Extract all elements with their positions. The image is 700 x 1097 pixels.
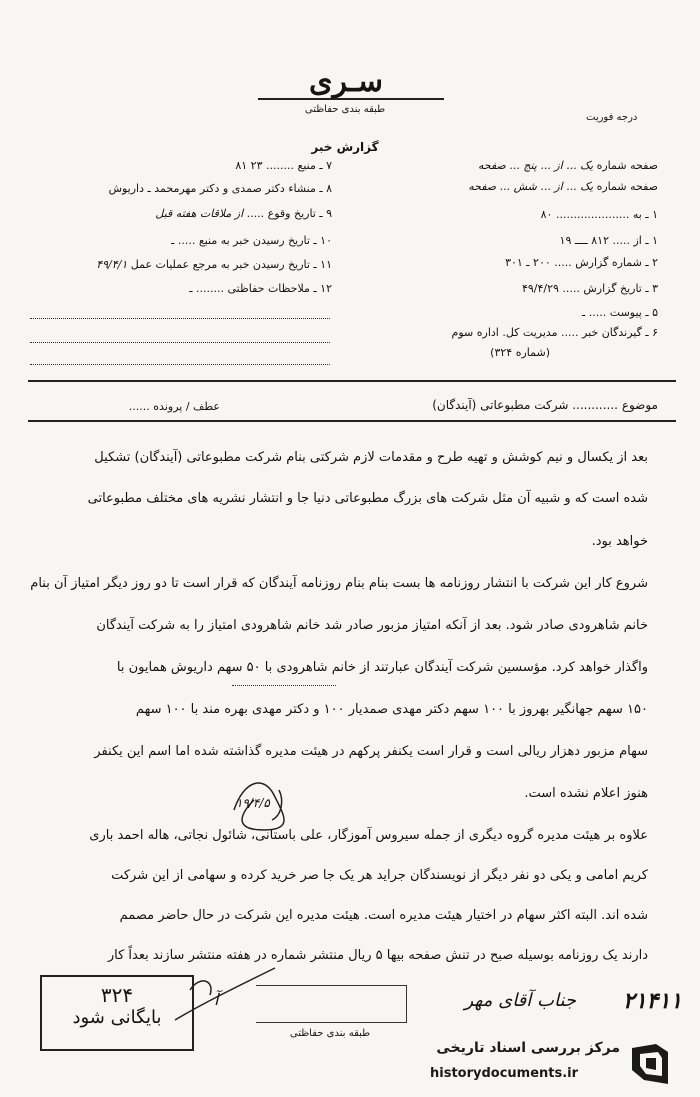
field-source: ۷ ـ منبع ........ ۲۳ ۸۱ [235, 159, 332, 172]
urgency-label: درجه فوریت [586, 112, 638, 123]
archive-stamp [40, 975, 194, 1051]
body-line: ۱۵۰ سهم جهانگیر بهروز با ۱۰۰ سهم دکتر مهدی صمدیار ۱۰۰ و دکتر مهدی بهره مند با ۱۰۰ سهم [135, 702, 648, 717]
bottom-classification-box [256, 985, 407, 1023]
reference-label: عطف / پرونده ...... [128, 400, 220, 413]
body-line: علاوه بر هیئت مدیره گروه دیگری از جمله سیروس آموزگار، علی باستانی، شائول نجاتی، هاله احمد باری [89, 828, 648, 843]
field-receipt-date-source: ۱۰ ـ تاریخ رسیدن خبر به منبع ..... ـ [171, 234, 332, 247]
subject-divider [28, 420, 676, 422]
underline-mark [232, 685, 336, 686]
body-line: شروع کار این شرکت با انتشار روزنامه ها بست بنام بنام روزنامه آیندگان که قرار است تا دو روز دیگر امتیاز آن بنام [30, 576, 648, 591]
body-line: واگذار خواهد کرد. مؤسسین شرکت آیندگان عبارتند از خانم شاهرودی با ۵۰ سهم داریوش همایون با [116, 660, 648, 675]
field-report-number: ۲ ـ شماره گزارش ..... ۲۰۰ ـ ۳۰۱ [505, 256, 658, 269]
classification-mark: سـری [309, 64, 383, 99]
body-line: شده اند. البته اکثر سهام در اختیار هیئت مدیره است. هیئت مدیره این شرکت در حال حاضر مصمم [119, 908, 648, 923]
field-attachment: ۵ ـ پیوست ..... ـ [582, 306, 658, 319]
body-line: خواهد بود. [591, 534, 648, 549]
handwritten-note: جناب آقای مهر [464, 990, 576, 1011]
body-line: بعد از یکسال و نیم کوشش و تهیه طرح و مقدمات لازم شرکتی بنام شرکت مطبوعاتی (آیندگان) تشکیل [94, 450, 648, 465]
body-line: کریم امامی و یکی دو نفر دیگر از نویسندگان جراید هر یک جا صر خرید کرده و سهامی از این شرکت [111, 868, 648, 883]
archive-logo-icon [626, 1040, 674, 1088]
bottom-classification-label: طبقه بندی حفاظتی [289, 1028, 371, 1039]
field-security-notes: ۱۲ ـ ملاحظات حفاظتی ........ ـ [189, 282, 332, 295]
body-line: سهام مزبور دهزار ریالی است و قرار است یکنفر پرکهم در هیئت مدیره گذاشته شده اما اسم این یکنفر [94, 744, 648, 759]
classification-underline [258, 98, 444, 100]
field-receipt-date-ops: ۱۱ ـ تاریخ رسیدن خبر به مرجع عملیات عمل ۴۹/۴/۱ [96, 258, 332, 271]
blank-line [30, 364, 330, 365]
field-report-date: ۳ ـ تاریخ گزارش ..... ۴۹/۴/۲۹ [521, 282, 658, 295]
handwritten-date: ۱۹/۴/۵ [236, 796, 270, 810]
field-to: ۱ ـ به ..................... ۸۰ [540, 208, 658, 221]
blank-line [30, 318, 330, 319]
subject-line: موضوع ............ شرکت مطبوعاتی (آیندگان) [432, 398, 658, 412]
body-line: خانم شاهرودی صادر شود. بعد از آنکه امتیاز مزبور صادر شد خانم شاهرودی امتیاز را به شرکت آیندگان [96, 618, 648, 633]
handwritten-initials: آ [214, 990, 219, 1009]
watermark-url: historydocuments.ir [430, 1066, 579, 1081]
header-divider [28, 380, 676, 382]
report-title: گزارش خبر [311, 140, 379, 154]
field-recipients: ۶ ـ گیرندگان خبر ..... مدیریت کل. اداره سوم [451, 326, 658, 339]
body-line: شده است که و شبیه آن مثل شرکت های بزرگ مطبوعاتی دنیا جا و انتشار نشریه های مختلف مطبوعاتی [87, 491, 648, 506]
field-origin: ۸ ـ منشاء دکتر صمدی و دکتر مهرمحمد ـ داریوش [108, 182, 332, 195]
field-page-number-2: صفحه شماره یک ... از ... شش ... صفحه [468, 180, 658, 193]
field-page-number: صفحه شماره یک ... از ... پنج ... صفحه [477, 159, 658, 172]
body-line: هنوز اعلام نشده است. [524, 786, 648, 801]
body-line: دارند یک روزنامه بوسیله صبح در تنش صفحه بیها ۵ ریال منتشر شماره در هفته منتشر سازند بعداً کار [107, 948, 648, 963]
field-from: ۱ ـ از ..... ۸۱۲ ــــ ۱۹ [559, 234, 658, 247]
blank-line [30, 342, 330, 343]
field-recipients-number: (شماره ۳۲۴) [490, 346, 550, 359]
handwritten-page-number: ۲۱۴۱۱ [622, 988, 682, 1014]
field-occurrence-date: ۹ ـ تاریخ وقوع ..... از ملاقات هفته قبل [155, 207, 332, 220]
watermark-title: مرکز بررسی اسناد تاریخی [436, 1040, 620, 1056]
classification-label: طبقه بندی حفاظتی [304, 104, 386, 115]
stamp-text: بایگانی شود [72, 1007, 162, 1028]
stamp-number: ۳۲۴ [100, 983, 134, 1007]
